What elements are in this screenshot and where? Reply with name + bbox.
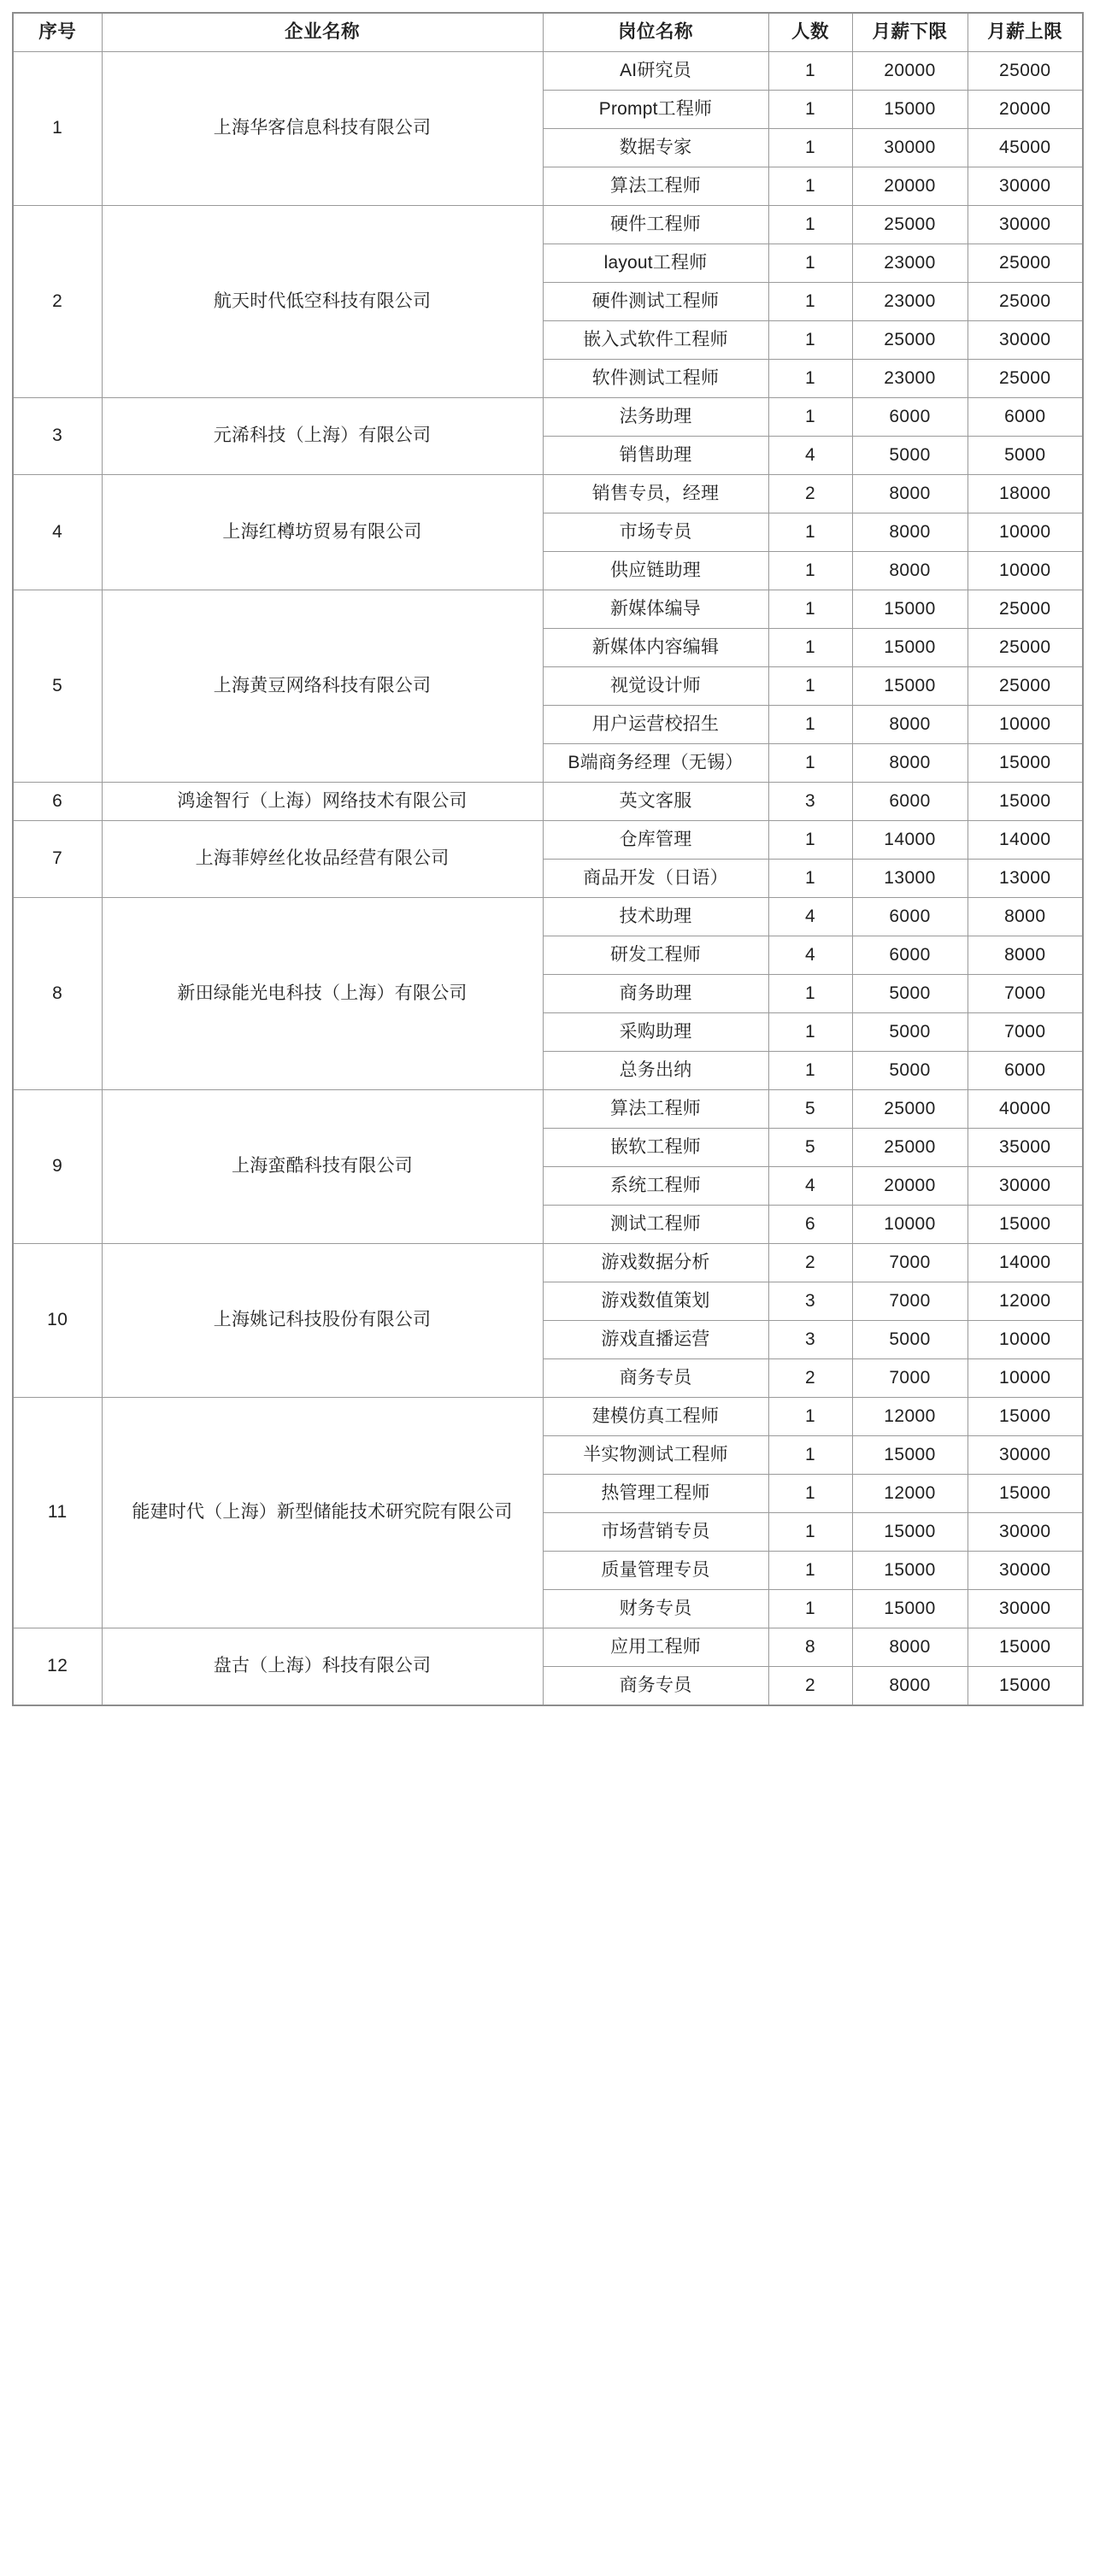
- cell-salary-max: 15000: [968, 1206, 1083, 1244]
- cell-headcount: 3: [768, 1282, 852, 1321]
- cell-headcount: 1: [768, 744, 852, 783]
- header-row: [13, 13, 1083, 52]
- cell-salary-min: 8000: [852, 1628, 968, 1667]
- cell-salary-min: 8000: [852, 744, 968, 783]
- cell-salary-max: 10000: [968, 1321, 1083, 1359]
- cell-company-name: 新田绿能光电科技（上海）有限公司: [102, 898, 543, 1090]
- cell-salary-max: 7000: [968, 1013, 1083, 1052]
- cell-salary-min: 8000: [852, 552, 968, 590]
- cell-index: 9: [13, 1090, 102, 1244]
- column-header-index: 序号: [13, 13, 102, 52]
- cell-headcount: 4: [768, 437, 852, 475]
- cell-salary-max: 10000: [968, 552, 1083, 590]
- cell-headcount: 1: [768, 1475, 852, 1513]
- cell-salary-min: 6000: [852, 936, 968, 975]
- cell-salary-max: 15000: [968, 1475, 1083, 1513]
- cell-company-name: 上海华客信息科技有限公司: [102, 52, 543, 206]
- cell-index: 2: [13, 206, 102, 398]
- cell-salary-min: 23000: [852, 283, 968, 321]
- cell-salary-min: 8000: [852, 513, 968, 552]
- cell-position: 采购助理: [543, 1013, 768, 1052]
- cell-position: 应用工程师: [543, 1628, 768, 1667]
- cell-salary-max: 30000: [968, 1436, 1083, 1475]
- cell-headcount: 4: [768, 1167, 852, 1206]
- cell-salary-min: 5000: [852, 1013, 968, 1052]
- cell-salary-max: 18000: [968, 475, 1083, 513]
- cell-salary-max: 7000: [968, 975, 1083, 1013]
- cell-salary-max: 15000: [968, 1667, 1083, 1706]
- cell-salary-min: 7000: [852, 1244, 968, 1282]
- cell-headcount: 1: [768, 1590, 852, 1628]
- cell-headcount: 5: [768, 1129, 852, 1167]
- cell-company-name: 上海菲婷丝化妆品经营有限公司: [102, 821, 543, 898]
- cell-index: 12: [13, 1628, 102, 1706]
- cell-salary-max: 30000: [968, 206, 1083, 244]
- cell-salary-max: 14000: [968, 1244, 1083, 1282]
- cell-position: 数据专家: [543, 129, 768, 167]
- cell-position: 算法工程师: [543, 1090, 768, 1129]
- cell-company-name: 上海蛮酷科技有限公司: [102, 1090, 543, 1244]
- cell-salary-min: 10000: [852, 1206, 968, 1244]
- cell-headcount: 1: [768, 590, 852, 629]
- cell-index: 3: [13, 398, 102, 475]
- cell-salary-max: 13000: [968, 860, 1083, 898]
- cell-position: 游戏数据分析: [543, 1244, 768, 1282]
- cell-position: 仓库管理: [543, 821, 768, 860]
- column-header-salary-max: 月薪上限: [968, 13, 1083, 52]
- cell-salary-min: 12000: [852, 1475, 968, 1513]
- cell-index: 11: [13, 1398, 102, 1628]
- cell-headcount: 1: [768, 513, 852, 552]
- column-header-position: 岗位名称: [543, 13, 768, 52]
- cell-salary-max: 8000: [968, 898, 1083, 936]
- cell-headcount: 1: [768, 167, 852, 206]
- cell-salary-min: 5000: [852, 975, 968, 1013]
- cell-salary-max: 25000: [968, 52, 1083, 91]
- cell-salary-min: 8000: [852, 1667, 968, 1706]
- cell-position: 总务出纳: [543, 1052, 768, 1090]
- cell-headcount: 4: [768, 898, 852, 936]
- cell-position: 供应链助理: [543, 552, 768, 590]
- cell-headcount: 1: [768, 283, 852, 321]
- cell-position: 嵌软工程师: [543, 1129, 768, 1167]
- cell-salary-min: 15000: [852, 91, 968, 129]
- cell-salary-max: 25000: [968, 244, 1083, 283]
- cell-salary-max: 12000: [968, 1282, 1083, 1321]
- table-row: [13, 898, 1083, 936]
- table-row: [13, 1628, 1083, 1667]
- cell-position: 研发工程师: [543, 936, 768, 975]
- cell-salary-min: 6000: [852, 398, 968, 437]
- cell-company-name: 航天时代低空科技有限公司: [102, 206, 543, 398]
- cell-salary-min: 8000: [852, 706, 968, 744]
- cell-salary-min: 15000: [852, 1552, 968, 1590]
- cell-salary-max: 25000: [968, 360, 1083, 398]
- cell-salary-max: 10000: [968, 706, 1083, 744]
- table-row: [13, 783, 1083, 821]
- cell-company-name: 鸿途智行（上海）网络技术有限公司: [102, 783, 543, 821]
- cell-position: 新媒体编导: [543, 590, 768, 629]
- cell-salary-max: 6000: [968, 1052, 1083, 1090]
- cell-salary-max: 8000: [968, 936, 1083, 975]
- cell-salary-min: 13000: [852, 860, 968, 898]
- cell-headcount: 8: [768, 1628, 852, 1667]
- cell-position: 系统工程师: [543, 1167, 768, 1206]
- cell-salary-max: 14000: [968, 821, 1083, 860]
- cell-headcount: 1: [768, 52, 852, 91]
- cell-position: 市场营销专员: [543, 1513, 768, 1552]
- table-body: [13, 52, 1083, 1706]
- cell-position: layout工程师: [543, 244, 768, 283]
- cell-headcount: 1: [768, 1436, 852, 1475]
- cell-salary-max: 30000: [968, 1590, 1083, 1628]
- cell-index: 6: [13, 783, 102, 821]
- cell-salary-min: 12000: [852, 1398, 968, 1436]
- cell-salary-min: 30000: [852, 129, 968, 167]
- cell-headcount: 1: [768, 91, 852, 129]
- table-header: [13, 13, 1083, 52]
- cell-headcount: 1: [768, 398, 852, 437]
- cell-position: 商务助理: [543, 975, 768, 1013]
- cell-salary-min: 25000: [852, 1090, 968, 1129]
- cell-salary-min: 20000: [852, 1167, 968, 1206]
- cell-position: AI研究员: [543, 52, 768, 91]
- cell-position: 热管理工程师: [543, 1475, 768, 1513]
- cell-position: 视觉设计师: [543, 667, 768, 706]
- cell-salary-max: 45000: [968, 129, 1083, 167]
- cell-headcount: 4: [768, 936, 852, 975]
- cell-salary-max: 15000: [968, 744, 1083, 783]
- cell-index: 5: [13, 590, 102, 783]
- cell-salary-max: 40000: [968, 1090, 1083, 1129]
- cell-salary-max: 20000: [968, 91, 1083, 129]
- cell-salary-min: 15000: [852, 590, 968, 629]
- cell-position: 算法工程师: [543, 167, 768, 206]
- cell-position: 用户运营校招生: [543, 706, 768, 744]
- cell-salary-max: 25000: [968, 590, 1083, 629]
- cell-index: 4: [13, 475, 102, 590]
- cell-headcount: 1: [768, 129, 852, 167]
- cell-company-name: 能建时代（上海）新型储能技术研究院有限公司: [102, 1398, 543, 1628]
- cell-company-name: 盘古（上海）科技有限公司: [102, 1628, 543, 1706]
- cell-salary-max: 30000: [968, 321, 1083, 360]
- cell-salary-min: 25000: [852, 1129, 968, 1167]
- cell-company-name: 元浠科技（上海）有限公司: [102, 398, 543, 475]
- cell-index: 8: [13, 898, 102, 1090]
- cell-salary-min: 15000: [852, 667, 968, 706]
- table-row: [13, 206, 1083, 244]
- column-header-company: 企业名称: [102, 13, 543, 52]
- cell-salary-max: 15000: [968, 1628, 1083, 1667]
- cell-headcount: 2: [768, 475, 852, 513]
- cell-salary-min: 5000: [852, 437, 968, 475]
- cell-position: 建模仿真工程师: [543, 1398, 768, 1436]
- cell-company-name: 上海红樽坊贸易有限公司: [102, 475, 543, 590]
- cell-salary-max: 15000: [968, 783, 1083, 821]
- cell-position: 商务专员: [543, 1667, 768, 1706]
- table-row: [13, 398, 1083, 437]
- cell-headcount: 1: [768, 321, 852, 360]
- cell-salary-max: 5000: [968, 437, 1083, 475]
- cell-position: B端商务经理（无锡）: [543, 744, 768, 783]
- cell-headcount: 1: [768, 706, 852, 744]
- cell-position: 软件测试工程师: [543, 360, 768, 398]
- cell-salary-min: 7000: [852, 1359, 968, 1398]
- cell-company-name: 上海黄豆网络科技有限公司: [102, 590, 543, 783]
- cell-salary-min: 25000: [852, 321, 968, 360]
- cell-position: 游戏数值策划: [543, 1282, 768, 1321]
- cell-position: 硬件工程师: [543, 206, 768, 244]
- cell-position: 财务专员: [543, 1590, 768, 1628]
- cell-position: 新媒体内容编辑: [543, 629, 768, 667]
- cell-salary-min: 25000: [852, 206, 968, 244]
- cell-headcount: 1: [768, 975, 852, 1013]
- cell-headcount: 1: [768, 667, 852, 706]
- cell-salary-min: 23000: [852, 244, 968, 283]
- cell-salary-max: 10000: [968, 1359, 1083, 1398]
- cell-headcount: 1: [768, 552, 852, 590]
- cell-headcount: 3: [768, 1321, 852, 1359]
- cell-position: 游戏直播运营: [543, 1321, 768, 1359]
- cell-salary-min: 6000: [852, 898, 968, 936]
- cell-salary-min: 7000: [852, 1282, 968, 1321]
- cell-headcount: 1: [768, 1552, 852, 1590]
- cell-headcount: 1: [768, 629, 852, 667]
- cell-headcount: 1: [768, 1013, 852, 1052]
- column-header-salary-min: 月薪下限: [852, 13, 968, 52]
- column-header-headcount: 人数: [768, 13, 852, 52]
- cell-position: 商品开发（日语）: [543, 860, 768, 898]
- cell-salary-min: 5000: [852, 1052, 968, 1090]
- cell-company-name: 上海姚记科技股份有限公司: [102, 1244, 543, 1398]
- cell-position: 嵌入式软件工程师: [543, 321, 768, 360]
- cell-salary-min: 15000: [852, 1513, 968, 1552]
- cell-headcount: 1: [768, 360, 852, 398]
- cell-index: 10: [13, 1244, 102, 1398]
- table-row: [13, 1090, 1083, 1129]
- cell-headcount: 5: [768, 1090, 852, 1129]
- cell-salary-max: 15000: [968, 1398, 1083, 1436]
- cell-headcount: 1: [768, 1513, 852, 1552]
- cell-index: 7: [13, 821, 102, 898]
- cell-salary-max: 30000: [968, 1552, 1083, 1590]
- table-row: [13, 475, 1083, 513]
- cell-position: Prompt工程师: [543, 91, 768, 129]
- cell-salary-min: 8000: [852, 475, 968, 513]
- cell-salary-min: 15000: [852, 629, 968, 667]
- cell-salary-min: 23000: [852, 360, 968, 398]
- cell-position: 硬件测试工程师: [543, 283, 768, 321]
- cell-headcount: 1: [768, 860, 852, 898]
- cell-position: 市场专员: [543, 513, 768, 552]
- cell-position: 英文客服: [543, 783, 768, 821]
- cell-salary-max: 25000: [968, 629, 1083, 667]
- cell-salary-max: 30000: [968, 1167, 1083, 1206]
- cell-headcount: 1: [768, 206, 852, 244]
- cell-position: 销售专员，经理: [543, 475, 768, 513]
- cell-position: 法务助理: [543, 398, 768, 437]
- cell-headcount: 1: [768, 821, 852, 860]
- cell-position: 销售助理: [543, 437, 768, 475]
- cell-salary-min: 14000: [852, 821, 968, 860]
- cell-headcount: 1: [768, 1398, 852, 1436]
- cell-salary-min: 5000: [852, 1321, 968, 1359]
- cell-salary-max: 30000: [968, 167, 1083, 206]
- cell-headcount: 2: [768, 1667, 852, 1706]
- table-row: [13, 52, 1083, 91]
- cell-salary-max: 25000: [968, 283, 1083, 321]
- cell-headcount: 1: [768, 1052, 852, 1090]
- cell-salary-max: 35000: [968, 1129, 1083, 1167]
- cell-salary-max: 25000: [968, 667, 1083, 706]
- cell-position: 测试工程师: [543, 1206, 768, 1244]
- cell-headcount: 6: [768, 1206, 852, 1244]
- cell-salary-max: 6000: [968, 398, 1083, 437]
- table-row: [13, 590, 1083, 629]
- cell-salary-min: 20000: [852, 167, 968, 206]
- table-row: [13, 821, 1083, 860]
- cell-position: 半实物测试工程师: [543, 1436, 768, 1475]
- cell-headcount: 3: [768, 783, 852, 821]
- cell-position: 商务专员: [543, 1359, 768, 1398]
- cell-index: 1: [13, 52, 102, 206]
- cell-position: 技术助理: [543, 898, 768, 936]
- cell-salary-min: 15000: [852, 1590, 968, 1628]
- cell-salary-min: 20000: [852, 52, 968, 91]
- cell-headcount: 1: [768, 244, 852, 283]
- job-listing-table: [12, 12, 1084, 1706]
- cell-salary-max: 30000: [968, 1513, 1083, 1552]
- cell-headcount: 2: [768, 1244, 852, 1282]
- cell-headcount: 2: [768, 1359, 852, 1398]
- cell-salary-max: 10000: [968, 513, 1083, 552]
- cell-position: 质量管理专员: [543, 1552, 768, 1590]
- cell-salary-min: 6000: [852, 783, 968, 821]
- cell-salary-min: 15000: [852, 1436, 968, 1475]
- table-row: [13, 1244, 1083, 1282]
- table-row: [13, 1398, 1083, 1436]
